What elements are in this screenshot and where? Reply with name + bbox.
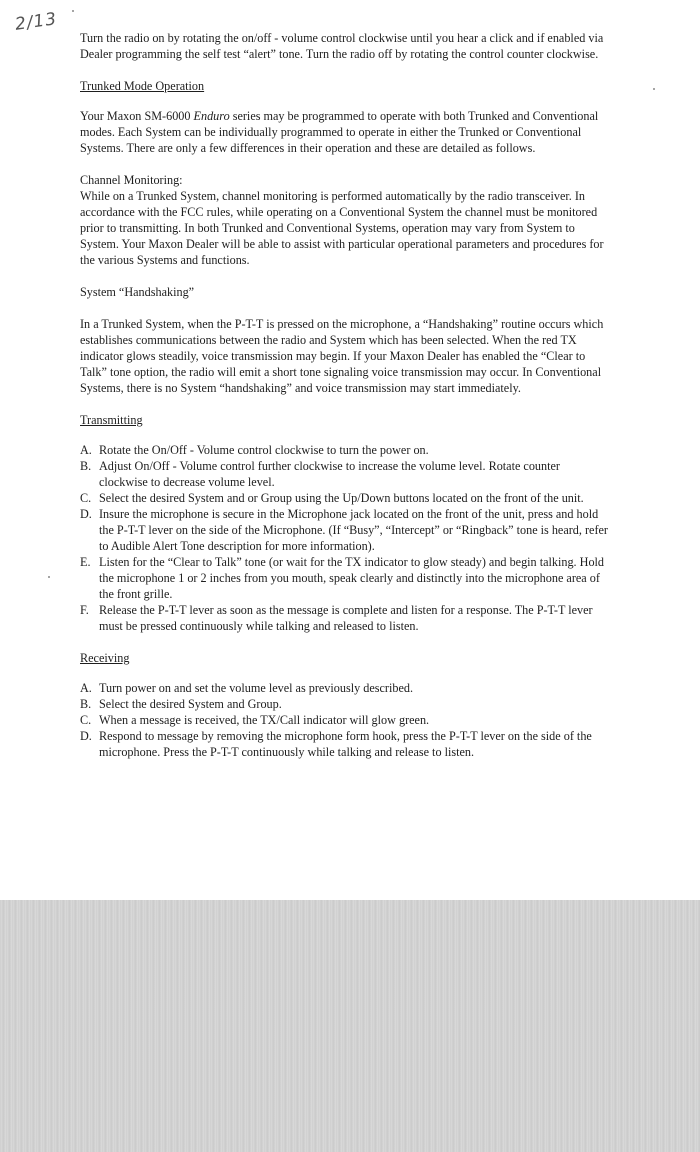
list-item-letter: F.	[80, 603, 89, 617]
handshaking-paragraph: In a Trunked System, when the P-T-T is pressed on the microphone, a “Handshaking” routine occurs which establishes communications between the radio and System which has been selected. When the red TX indicator glows steadily, voice transmission may begin. If your Maxon Dealer has enabled the “Clear to Talk” tone option, the radio will emit a short tone signaling voice transmission may occur. In Conventional Systems, there is no System “handshaking” and voice transmission may start immediately.	[80, 317, 604, 395]
list-item	[80, 696, 610, 712]
list-item	[80, 602, 610, 634]
transmitting-heading: Transmitting	[80, 413, 143, 427]
list-item-text: Respond to message by removing the microphone form hook, press the P-T-T lever on the side of the microphone. Press the P-T-T continuously while talking and release to listen.	[99, 729, 592, 759]
list-item-text: Select the desired System and or Group using the Up/Down buttons located on the front of the unit.	[99, 491, 584, 505]
list-item-text: Turn power on and set the volume level as previously described.	[99, 681, 413, 695]
scan-speck	[72, 10, 74, 12]
list-item	[80, 458, 610, 490]
handshaking-title: System “Handshaking”	[80, 285, 195, 299]
list-item-text: Adjust On/Off - Volume control further clockwise to increase the volume level. Rotate counter clockwise to decrease volume level.	[99, 459, 560, 489]
channel-monitoring-paragraph: While on a Trunked System, channel monitoring is performed automatically by the radio transceiver. In accordance with the FCC rules, while operating on a Conventional System the channel must be monitored prior to transmitting. In both Trunked and Conventional Systems, operation may vary from System to System. Your Maxon Dealer will be able to assist with particular operational parameters and procedures for the various Systems and functions.	[80, 189, 604, 267]
list-item-text: Insure the microphone is secure in the Microphone jack located on the front of the unit, press and hold the P-T-T lever on the side of the Microphone. (If “Busy”, “Intercept” or “Ringback” tone is heard, refer to Audible Alert Tone description for more information).	[99, 507, 608, 553]
list-item-text: Release the P-T-T lever as soon as the message is complete and listen for a response. The P-T-T lever must be pressed continuously while talking and released to listen.	[99, 603, 593, 633]
list-item	[80, 712, 610, 728]
list-item	[80, 728, 610, 760]
list-item	[80, 442, 610, 458]
list-item-letter: A.	[80, 443, 92, 457]
trunked-text-start: Your Maxon SM-6000	[80, 109, 194, 123]
list-item-letter: C.	[80, 491, 92, 505]
list-item-text: Rotate the On/Off - Volume control clockwise to turn the power on.	[99, 443, 429, 457]
scanner-background	[0, 900, 700, 1152]
list-item-text: Listen for the “Clear to Talk” tone (or wait for the TX indicator to glow steady) and begin talking. Hold the microphone 1 or 2 inches from you mouth, speak clearly and distinctly into the microphone area of the front grille.	[99, 555, 605, 601]
document-body	[80, 30, 610, 776]
scan-speck	[653, 88, 655, 90]
trunked-text-end: series may be programmed to operate with both Trunked and Conventional modes. Each System can be individually programmed to operate in either the Trunked or Conventional Systems. There are only a few differences in their operation and these are detailed as follows.	[80, 109, 599, 155]
list-item-letter: B.	[80, 697, 92, 711]
list-item-letter: D.	[80, 729, 92, 743]
trunked-mode-paragraph	[80, 108, 610, 156]
channel-monitoring-title: Channel Monitoring:	[80, 173, 183, 187]
receiving-heading: Receiving	[80, 651, 130, 665]
list-item	[80, 506, 610, 554]
intro-paragraph: Turn the radio on by rotating the on/off - volume control clockwise until you hear a click and if enabled via Dealer programming the self test “alert” tone. Turn the radio off by rotating the control counter clockwise.	[80, 31, 604, 61]
list-item-letter: E.	[80, 555, 91, 569]
list-item	[80, 490, 610, 506]
list-item-text: When a message is received, the TX/Call indicator will glow green.	[99, 713, 430, 727]
list-item-letter: D.	[80, 507, 92, 521]
receiving-steps	[80, 680, 610, 760]
product-series-name: Enduro	[193, 109, 230, 123]
list-item-letter: C.	[80, 713, 92, 727]
scan-speck	[48, 576, 50, 578]
list-item-letter: A.	[80, 681, 92, 695]
list-item	[80, 680, 610, 696]
list-item-letter: B.	[80, 459, 92, 473]
list-item	[80, 554, 610, 602]
list-item-text: Select the desired System and Group.	[99, 697, 282, 711]
trunked-mode-heading: Trunked Mode Operation	[80, 79, 205, 93]
handwritten-page-mark: 2/13	[13, 9, 59, 35]
transmitting-steps	[80, 442, 610, 634]
